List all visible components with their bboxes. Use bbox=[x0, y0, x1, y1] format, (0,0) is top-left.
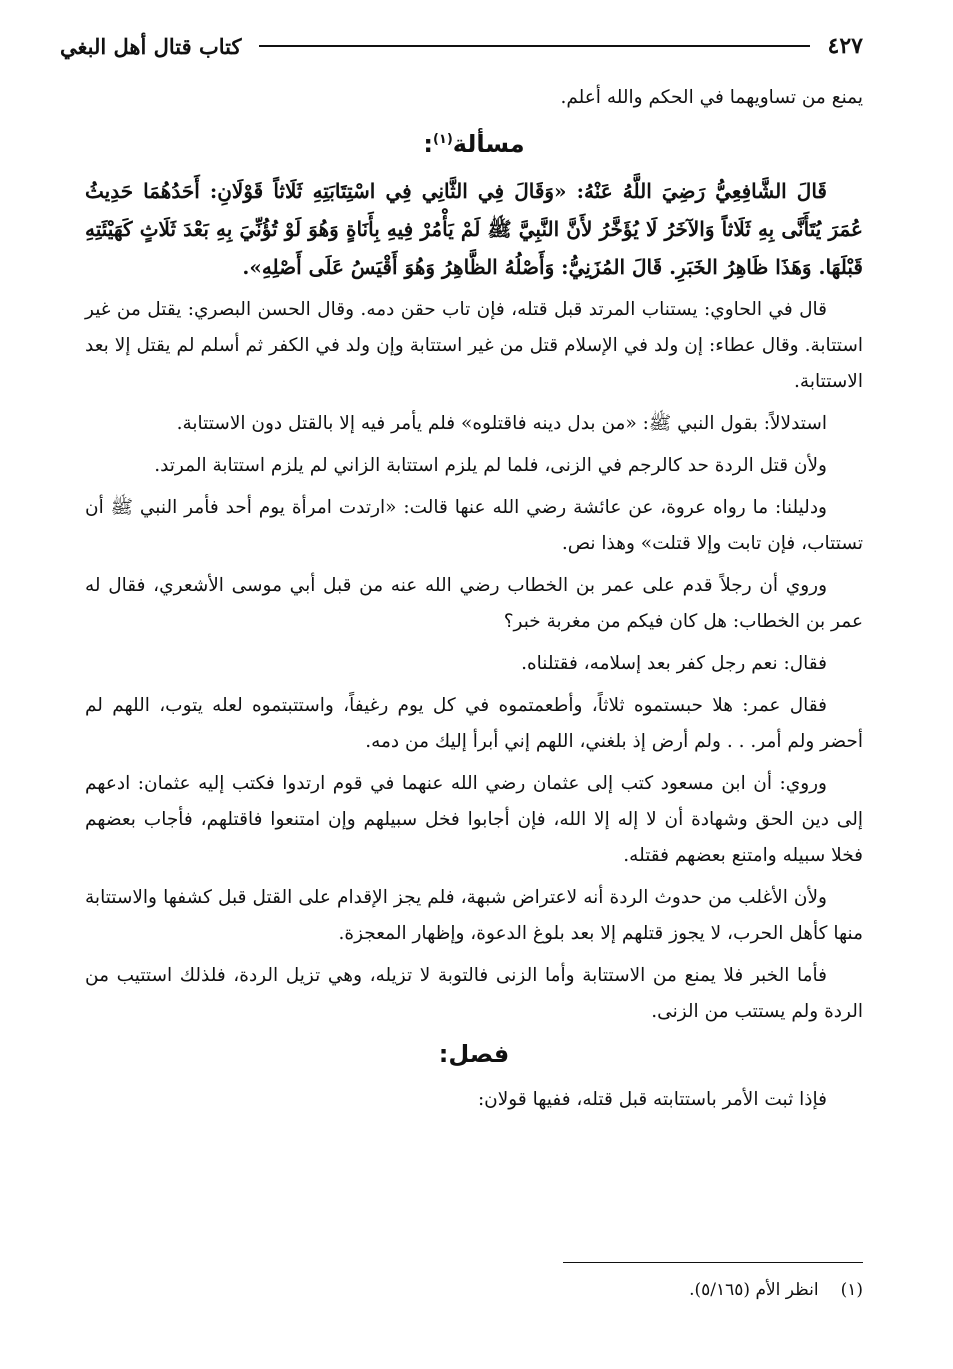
section-title-colon: : bbox=[423, 130, 433, 158]
section-title bbox=[85, 122, 863, 162]
section-title-text: مسألة bbox=[452, 130, 525, 158]
paragraph: يمنع من تساويهما في الحكم والله أعلم. bbox=[560, 87, 863, 108]
paragraph: ولأن الأغلب من حدوث الردة أنه لاعتراض شبهة، فلم يجز الإقدام على القتل قبل كشفها والاستتابة منها كأهل الحرب، لا يجوز قتلهم إلا بعد بلوغ الدعوة، وإظهار المعجزة. bbox=[85, 887, 863, 944]
footnote-rule bbox=[563, 1262, 863, 1263]
header-rule bbox=[259, 45, 809, 47]
paragraph: قال في الحاوي: يستناب المرتد قبل قتله، فإن تاب حقن دمه. وقال الحسن البصري: يقتل من غير استتابة. وقال عطاء: إن ولد في الإسلام قتل من غير استتابة وإن ولد في الكفر ثم أسلم لم يقتل إلا بعد الاستتابة. bbox=[85, 299, 863, 392]
running-title: كتاب قتال أهل البغي bbox=[60, 33, 242, 59]
shafii-quote: قَالَ الشَّافِعِيُّ رَضِيَ اللَّهُ عَنْهُ: «وَقَالَ فِي الثَّانِي فِي اسْتِتَابَتِهِ ثَلَاثاً قَوْلَانِ: أَحَدُهُمَا حَدِيثُ عُمَرَ يُتَأَنَّى بِهِ ثَلَاثاً وَالآخَرُ لَا يُؤَخَّرُ لأَنَّ النَّبِيَّ ﷺ لَمْ يَأْمُرْ فِيهِ بِأَنَاةٍ وَهُوَ لَوْ تُؤُنِّيَ بِهِ بَعْدَ ثَلَاثٍ كَهَيْئَتِهِ قَبْلَهَا. وَهَذَا ظَاهِرُ الخَبَرِ. قَالَ المُزَنِيُّ: وَأَصْلُهُ الظَّاهِرُ وَهُوَ أَقْيَسُ عَلَى أَصْلِهِ». bbox=[85, 179, 863, 279]
paragraph: استدلالاً: بقول النبي ﷺ: «من بدل دينه فاقتلوه» فلم يأمر فيه إلا بالقتل دون الاستتابة. bbox=[176, 413, 827, 434]
paragraph: فأما الخبر فلا يمنع من الاستتابة وأما الزنى فالتوبة لا تزيله، وهي تزيل الردة، فلذلك استتيب من الردة ولم يستتب من الزنى. bbox=[85, 965, 863, 1022]
footnote bbox=[85, 1276, 863, 1304]
paragraph: فإذا ثبت الأمر باستتابته قبل قتله، ففيها قولان: bbox=[477, 1089, 827, 1110]
footnote-text: انظر الأم (٥/١٦٥). bbox=[689, 1280, 819, 1300]
paragraph: ولأن قتل الردة حد كالرجم في الزنى، فلما لم يلزم استتابة الزاني لم يلزم استتابة المرتد. bbox=[154, 455, 827, 476]
footnote-reference[interactable]: (١) bbox=[432, 132, 453, 147]
paragraph: وروي: أن ابن مسعود كتب إلى عثمان رضي الله عنهما في قوم ارتدوا فكتب إليه عثمان: ادعهم إلى دين الحق وشهادة أن لا إله إلا الله، فإن أجابوا فخل سبيلهم وإن امتنعوا فاقتلهم، فأجاب بعضهم فخلا سبيله وامتنع بعضهم فقتله. bbox=[85, 773, 863, 866]
paragraph: ودليلنا: ما رواه عروة، عن عائشة رضي الله عنها قالت: «ارتدت امرأة يوم أحد فأمر النبي ﷺ أن تستتاب، فإن تابت وإلا قتلت» وهذا نص. bbox=[85, 497, 863, 554]
page-body bbox=[85, 80, 863, 1124]
page-number: ٤٢٧ bbox=[827, 33, 863, 59]
page-header bbox=[60, 28, 863, 64]
paragraph: فقال: نعم رجل كفر بعد إسلامه، فقتلناه. bbox=[521, 653, 827, 674]
footnote-number: (١) bbox=[840, 1280, 863, 1300]
paragraph: وروي أن رجلاً قدم على عمر بن الخطاب رضي الله عنه من قبل أبي موسى الأشعري، فقال له عمر بن الخطاب: هل كان فيكم من مغربة خبر؟ bbox=[85, 575, 863, 632]
paragraph: فقال عمر: هلا حبستموه ثلاثاً، وأطعمتموه في كل يوم رغيفاً، واستتبتموه لعله يتوب، اللهم لم أحضر ولم أمر. . . ولم أرض إذ بلغني، اللهم إني أبرأ إليك من دمه. bbox=[85, 695, 863, 752]
subsection-title: فصل: bbox=[438, 1040, 510, 1068]
